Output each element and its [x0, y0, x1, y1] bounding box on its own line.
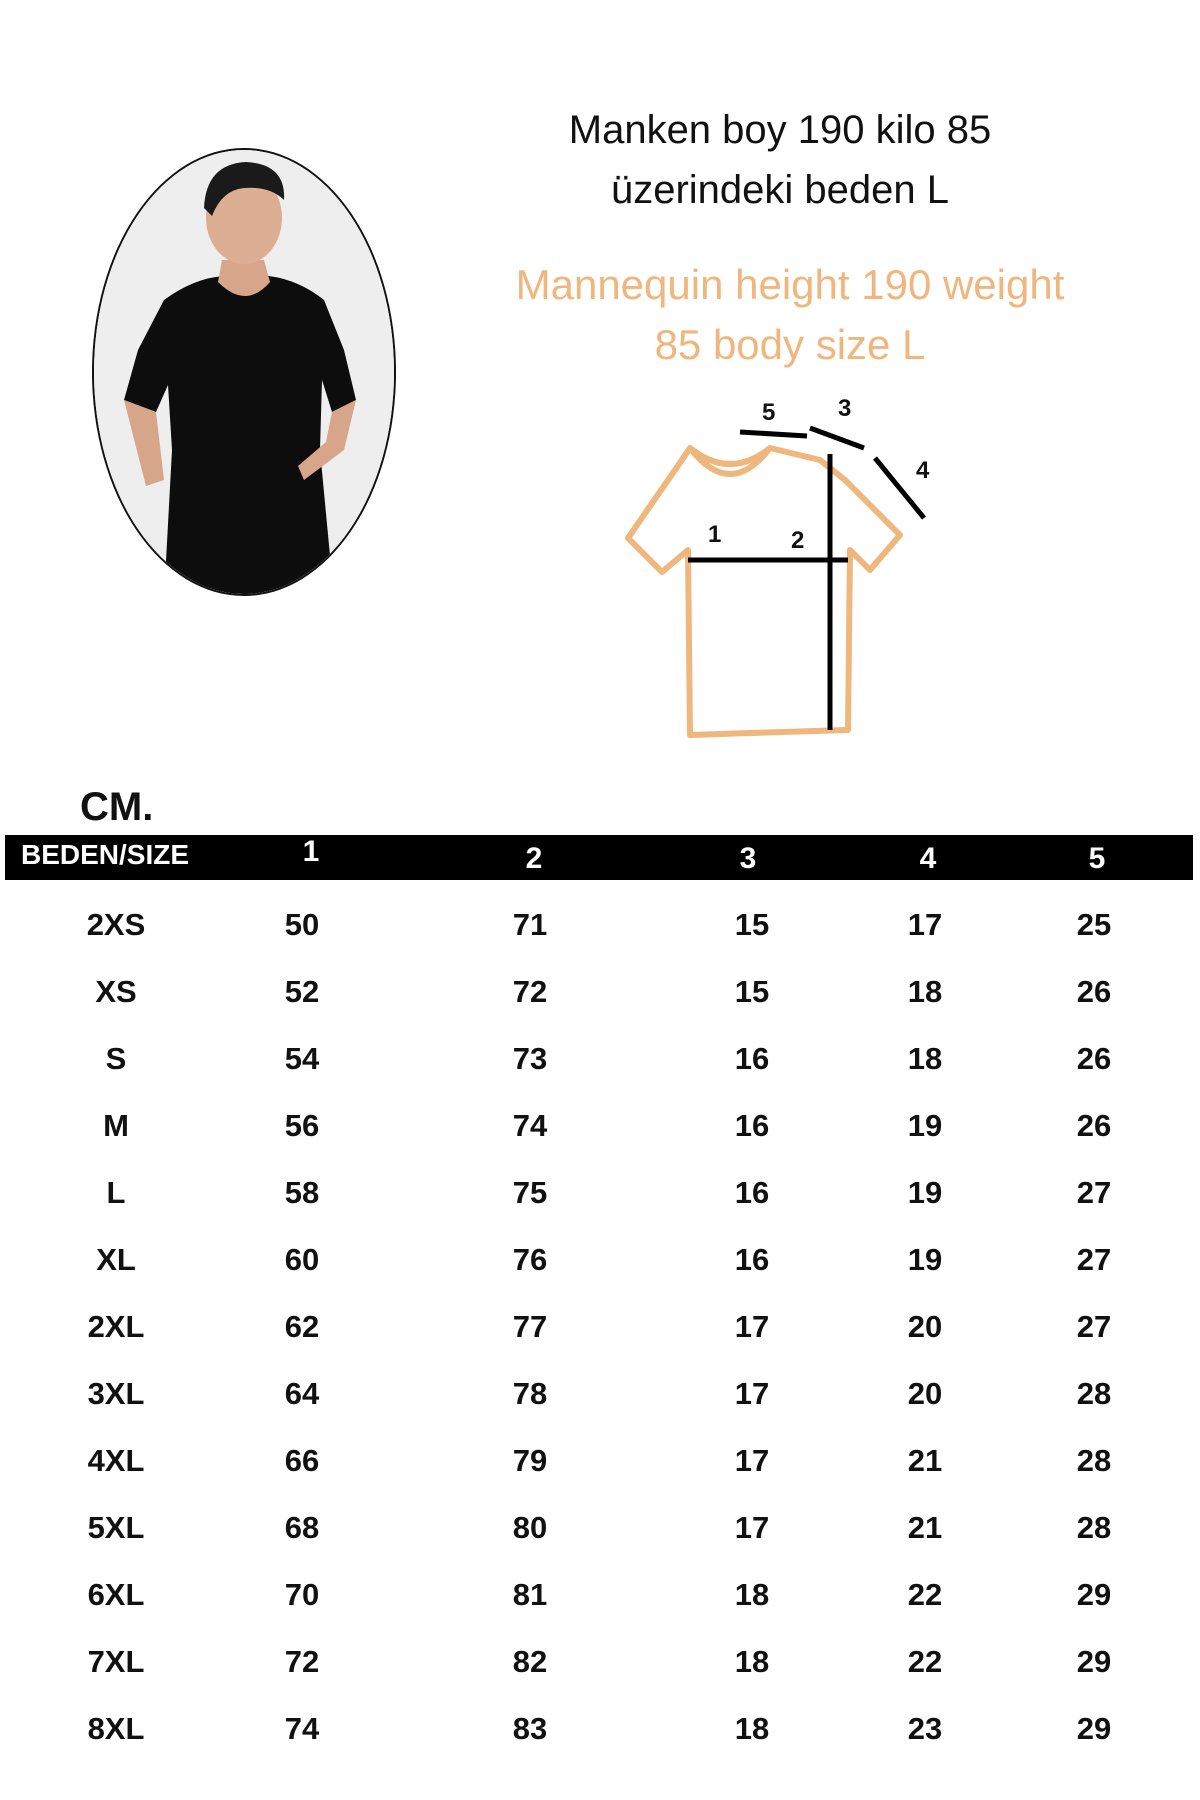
model-info-tr-line2: üzerindeki beden L: [610, 168, 950, 212]
measure-cell-5: 28: [1076, 1376, 1112, 1411]
measure-label-5: 5: [762, 399, 776, 426]
measure-cell-5: 29: [1076, 1577, 1112, 1612]
measure-cell-1: 66: [284, 1443, 320, 1478]
size-cell: 3XL: [87, 1376, 145, 1411]
measure-cell-5: 28: [1076, 1443, 1112, 1478]
measure-cell-5: 29: [1076, 1711, 1112, 1746]
measure-cell-3: 16: [734, 1108, 770, 1143]
model-info-tr-line1: Manken boy 190 kilo 85: [568, 108, 992, 152]
table-row: [0, 1302, 1200, 1369]
measure-cell-4: 19: [907, 1242, 943, 1277]
measure-cell-4: 20: [907, 1376, 943, 1411]
size-table-body: [0, 900, 1200, 1771]
measure-label-4: 4: [916, 457, 930, 484]
measure-cell-2: 72: [512, 974, 548, 1009]
measure-cell-3: 18: [734, 1711, 770, 1746]
measure-cell-2: 79: [512, 1443, 548, 1478]
size-table-header: [5, 835, 1193, 880]
size-cell: 2XS: [86, 907, 146, 942]
table-row: [0, 967, 1200, 1034]
size-cell: XL: [96, 1242, 136, 1277]
table-row: [0, 900, 1200, 967]
measure-cell-3: 16: [734, 1242, 770, 1277]
table-row: [0, 1034, 1200, 1101]
measure-cell-1: 74: [284, 1711, 320, 1746]
measure-cell-4: 22: [907, 1644, 943, 1679]
model-photo: [92, 148, 396, 596]
measure-cell-5: 27: [1076, 1175, 1112, 1210]
header-col-3: 3: [739, 842, 757, 875]
measure-cell-5: 25: [1076, 907, 1112, 942]
measure-cell-3: 17: [734, 1510, 770, 1545]
measure-cell-1: 54: [284, 1041, 320, 1076]
measure-cell-4: 18: [907, 974, 943, 1009]
table-row: [0, 1369, 1200, 1436]
measure-cell-1: 58: [284, 1175, 320, 1210]
measure-cell-4: 21: [907, 1443, 943, 1478]
measure-cell-1: 62: [284, 1309, 320, 1344]
measure-cell-5: 28: [1076, 1510, 1112, 1545]
measure-cell-3: 16: [734, 1041, 770, 1076]
table-row: [0, 1436, 1200, 1503]
measure-cell-2: 81: [512, 1577, 548, 1612]
model-info-tr: [470, 100, 1090, 220]
measure-cell-1: 72: [284, 1644, 320, 1679]
size-cell: 7XL: [87, 1644, 145, 1679]
measure-cell-2: 74: [512, 1108, 548, 1143]
size-cell: L: [106, 1175, 126, 1210]
measure-cell-1: 60: [284, 1242, 320, 1277]
size-cell: 4XL: [87, 1443, 145, 1478]
tshirt-measurement-diagram: [600, 380, 960, 750]
measure-cell-1: 64: [284, 1376, 320, 1411]
measure-cell-4: 20: [907, 1309, 943, 1344]
measure-cell-5: 26: [1076, 1108, 1112, 1143]
measure-cell-1: 52: [284, 974, 320, 1009]
measure-cell-3: 15: [734, 907, 770, 942]
measure-cell-4: 19: [907, 1108, 943, 1143]
measure-cell-4: 17: [907, 907, 943, 942]
measure-cell-3: 17: [734, 1443, 770, 1478]
measure-cell-2: 82: [512, 1644, 548, 1679]
header-col-5: 5: [1088, 842, 1106, 875]
measure-cell-4: 18: [907, 1041, 943, 1076]
table-row: [0, 1637, 1200, 1704]
size-cell: 6XL: [87, 1577, 145, 1612]
measure-cell-2: 80: [512, 1510, 548, 1545]
measure-cell-4: 22: [907, 1577, 943, 1612]
header-col-4: 4: [919, 842, 937, 875]
measure-label-1: 1: [708, 521, 722, 548]
measure-cell-1: 56: [284, 1108, 320, 1143]
unit-label: CM.: [80, 785, 154, 829]
model-info-en: [470, 255, 1110, 375]
header-size: BEDEN/SIZE: [21, 839, 190, 870]
measure-cell-4: 23: [907, 1711, 943, 1746]
measure-cell-5: 29: [1076, 1644, 1112, 1679]
measure-cell-3: 17: [734, 1376, 770, 1411]
measure-cell-1: 50: [284, 907, 320, 942]
measure-cell-2: 75: [512, 1175, 548, 1210]
size-cell: XS: [95, 974, 137, 1009]
model-info-en-line1: Mannequin height 190 weight: [515, 261, 1065, 308]
table-row: [0, 1101, 1200, 1168]
measure-cell-2: 83: [512, 1711, 548, 1746]
measure-line-5: [740, 432, 807, 436]
size-cell: 5XL: [87, 1510, 145, 1545]
table-row: [0, 1704, 1200, 1771]
measure-cell-2: 73: [512, 1041, 548, 1076]
model-info-en-line2: 85 body size L: [654, 321, 926, 368]
measure-cell-2: 71: [512, 907, 548, 942]
measure-cell-1: 68: [284, 1510, 320, 1545]
measure-cell-3: 17: [734, 1309, 770, 1344]
size-cell: 2XL: [87, 1309, 145, 1344]
measure-cell-5: 26: [1076, 974, 1112, 1009]
measure-cell-5: 27: [1076, 1309, 1112, 1344]
measure-cell-3: 18: [734, 1577, 770, 1612]
tshirt-outline: [628, 448, 900, 735]
measure-cell-3: 15: [734, 974, 770, 1009]
size-cell: M: [103, 1108, 129, 1143]
table-row: [0, 1235, 1200, 1302]
measure-line-3: [810, 428, 864, 448]
measure-cell-4: 19: [907, 1175, 943, 1210]
measure-cell-2: 76: [512, 1242, 548, 1277]
header-col-2: 2: [525, 842, 543, 875]
table-row: [0, 1570, 1200, 1637]
measure-cell-3: 16: [734, 1175, 770, 1210]
measure-cell-2: 77: [512, 1309, 548, 1344]
header-col-1: 1: [302, 835, 320, 868]
measure-label-2: 2: [791, 527, 805, 554]
measure-cell-2: 78: [512, 1376, 548, 1411]
measure-cell-4: 21: [907, 1510, 943, 1545]
measure-cell-5: 27: [1076, 1242, 1112, 1277]
measure-cell-3: 18: [734, 1644, 770, 1679]
model-illustration: [94, 150, 396, 596]
table-row: [0, 1168, 1200, 1235]
measure-label-3: 3: [838, 395, 852, 422]
measure-cell-5: 26: [1076, 1041, 1112, 1076]
table-row: [0, 1503, 1200, 1570]
size-cell: S: [105, 1041, 127, 1076]
measure-cell-1: 70: [284, 1577, 320, 1612]
size-cell: 8XL: [87, 1711, 145, 1746]
